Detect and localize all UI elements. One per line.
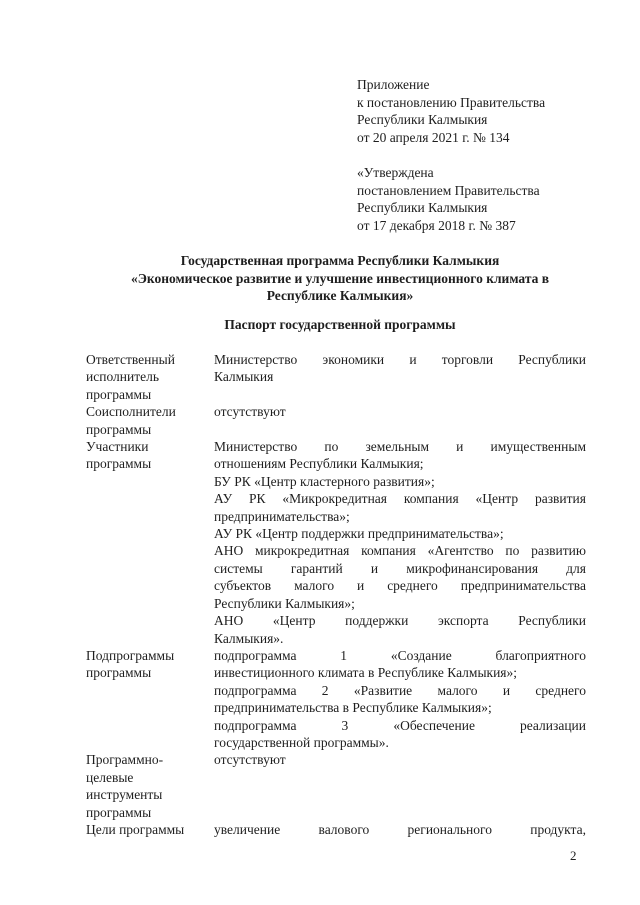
value-line: подпрограмма 1 «Создание благоприятного (214, 647, 586, 663)
value-line: предпринимательства»; (214, 508, 350, 524)
label-line: Цели программы (86, 821, 185, 837)
value-line: отсутствуют (214, 752, 286, 768)
appendix-line: от 20 апреля 2021 г. № 134 (357, 129, 510, 145)
title-line: Республике Калмыкия» (266, 288, 414, 303)
value-line: Калмыкия (214, 369, 274, 385)
value-line: подпрограмма 3 «Обеспечение реализации (214, 717, 586, 733)
label-line: программы (86, 386, 152, 402)
row-value (214, 351, 586, 403)
label-line: программы (86, 804, 152, 820)
passport-heading: Паспорт государственной программы (224, 317, 456, 332)
title-line: «Экономическое развитие и улучшение инвестиционного климата в (130, 270, 550, 286)
value-line: подпрограмма 2 «Развитие малого и среднего (214, 682, 586, 698)
value-line: АНО микрокредитная компания «Агентство по развитию (214, 543, 586, 559)
label-line: исполнитель (86, 369, 159, 385)
appendix-line: Республики Калмыкия (357, 112, 488, 127)
approved-line: «Утверждена (357, 165, 434, 180)
label-line: Ответственный (86, 352, 175, 367)
row-value (214, 647, 586, 751)
row-label (86, 647, 214, 751)
label-line: целевые (86, 769, 134, 785)
value-line: отношениям Республики Калмыкия; (214, 456, 424, 472)
approved-block (357, 164, 540, 234)
label-line: инструменты (86, 787, 163, 803)
table-row (86, 751, 586, 821)
value-line: субъектов малого и среднего предпринимательства (214, 578, 586, 594)
label-line: программы (86, 456, 152, 472)
value-line: увеличение валового регионального продукта, (214, 821, 586, 837)
value-line: предпринимательства в Республике Калмыкия»; (214, 700, 492, 716)
value-line: инвестиционного климата в Республике Калмыкия»; (214, 665, 518, 681)
label-line: Участники (86, 439, 149, 455)
value-line: АНО «Центр поддержки экспорта Республики (214, 613, 586, 629)
page-number: 2 (570, 848, 577, 863)
appendix-line: к постановлению Правительства (357, 94, 546, 110)
row-label (86, 403, 214, 438)
label-line: Подпрограммы (86, 647, 175, 663)
label-line: Программно- (86, 752, 164, 768)
value-line: БУ РК «Центр кластерного развития»; (214, 473, 435, 489)
value-line: Республики Калмыкия»; (214, 595, 355, 611)
row-value (214, 751, 586, 821)
row-value (214, 438, 586, 647)
row-label (86, 821, 214, 838)
value-line: Калмыкия». (214, 630, 284, 646)
label-line: программы (86, 421, 152, 437)
passport-table (86, 351, 586, 838)
title-line: Государственная программа Республики Калмыкия (180, 253, 500, 268)
program-title (80, 252, 600, 305)
row-label (86, 438, 214, 647)
value-line: отсутствуют (214, 404, 286, 420)
table-row (86, 647, 586, 751)
row-label (86, 351, 214, 403)
approved-line: постановлением Правительства (357, 182, 540, 198)
label-line: Соисполнители (86, 404, 176, 420)
label-line: программы (86, 665, 152, 681)
value-line: АУ РК «Центр поддержки предпринимательства»; (214, 526, 504, 542)
value-line: системы гарантий и микрофинансирования для (214, 560, 586, 576)
approved-line: Республики Калмыкия (357, 200, 488, 215)
table-row (86, 821, 586, 838)
table-row (86, 438, 586, 647)
appendix-line: Приложение (357, 77, 430, 92)
value-line: АУ РК «Микрокредитная компания «Центр развития (214, 491, 586, 507)
table-row (86, 351, 586, 403)
appendix-block (357, 76, 545, 146)
table-row (86, 403, 586, 438)
value-line: Министерство экономики и торговли Республики (214, 352, 586, 367)
approved-line: от 17 декабря 2018 г. № 387 (357, 217, 516, 233)
row-label (86, 751, 214, 821)
row-value (214, 403, 586, 438)
value-line: Министерство по земельным и имущественным (214, 439, 586, 455)
row-value (214, 821, 586, 838)
value-line: государственной программы». (214, 734, 389, 750)
